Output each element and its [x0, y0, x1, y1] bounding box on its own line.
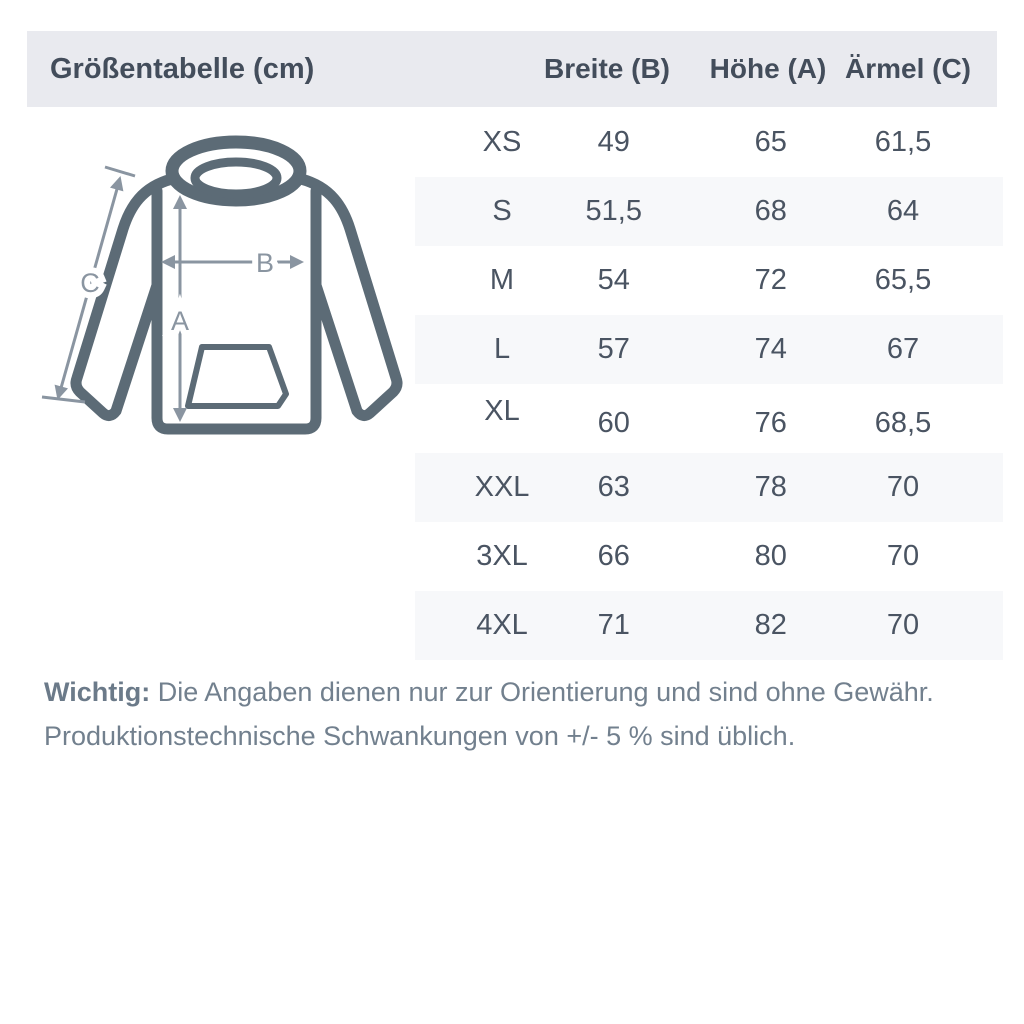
size-table — [415, 108, 1003, 660]
size-cell: 3XL — [476, 540, 528, 572]
table-row — [415, 246, 1003, 315]
width-cell: 71 — [597, 609, 630, 641]
height-cell: 74 — [754, 333, 787, 365]
sleeve-cell: 67 — [886, 333, 920, 365]
table-row — [415, 591, 1003, 660]
table-row — [415, 315, 1003, 384]
table-row — [415, 384, 1003, 453]
width-cell: 51,5 — [585, 195, 642, 227]
width-cell: 57 — [597, 333, 630, 365]
width-cell: 54 — [597, 264, 630, 296]
table-row — [415, 177, 1003, 246]
dimension-label-b: B — [255, 248, 275, 278]
height-cell: 76 — [754, 407, 787, 439]
hoodie-measurement-icon — [30, 123, 420, 453]
size-cell: S — [492, 195, 512, 227]
sleeve-cell: 70 — [886, 471, 920, 503]
size-cell: M — [489, 264, 515, 296]
sleeve-cell: 61,5 — [874, 126, 932, 158]
dimension-label-c: C — [80, 268, 100, 298]
size-cell: XXL — [474, 471, 530, 503]
table-row — [415, 453, 1003, 522]
page-title: Größentabelle (cm) — [50, 52, 315, 85]
footer-line-2: Produktionstechnische Schwankungen von +/- 5 % sind üblich. — [44, 721, 796, 751]
table-row — [415, 108, 1003, 177]
size-cell: XS — [482, 126, 522, 158]
height-cell: 68 — [754, 195, 787, 227]
sleeve-cell: 64 — [886, 195, 920, 227]
size-cell: XL — [484, 395, 520, 427]
size-cell: 4XL — [476, 609, 528, 641]
column-header-aermel: Ärmel (C) — [844, 53, 972, 84]
table-header-bar — [27, 31, 997, 107]
hoodie-pocket — [188, 347, 286, 406]
footer-note — [44, 670, 984, 758]
width-cell: 49 — [597, 126, 630, 158]
width-cell: 66 — [597, 540, 630, 572]
dimension-label-a: A — [170, 306, 190, 336]
arrowhead-c-top — [110, 176, 123, 191]
sleeve-cell: 68,5 — [874, 407, 932, 439]
sleeve-cell: 70 — [886, 609, 920, 641]
width-cell: 60 — [597, 407, 630, 439]
width-cell: 63 — [597, 471, 630, 503]
footer-important-label: Wichtig: — [44, 677, 151, 707]
height-cell: 80 — [754, 540, 787, 572]
height-cell: 72 — [754, 264, 787, 296]
height-cell: 78 — [754, 471, 787, 503]
dimension-tick-c-top — [105, 167, 135, 176]
column-header-breite: Breite (B) — [543, 53, 671, 84]
sleeve-cell: 70 — [886, 540, 920, 572]
size-cell: L — [493, 333, 511, 365]
height-cell: 82 — [754, 609, 787, 641]
column-header-hoehe: Höhe (A) — [709, 53, 827, 84]
sleeve-cell: 65,5 — [874, 264, 932, 296]
footer-line-1-text: Die Angaben dienen nur zur Orientierung und sind ohne Gewähr. — [150, 677, 934, 707]
table-row — [415, 522, 1003, 591]
footer-line-1 — [44, 670, 984, 714]
height-cell: 65 — [754, 126, 787, 158]
hoodie-diagram — [30, 123, 420, 453]
